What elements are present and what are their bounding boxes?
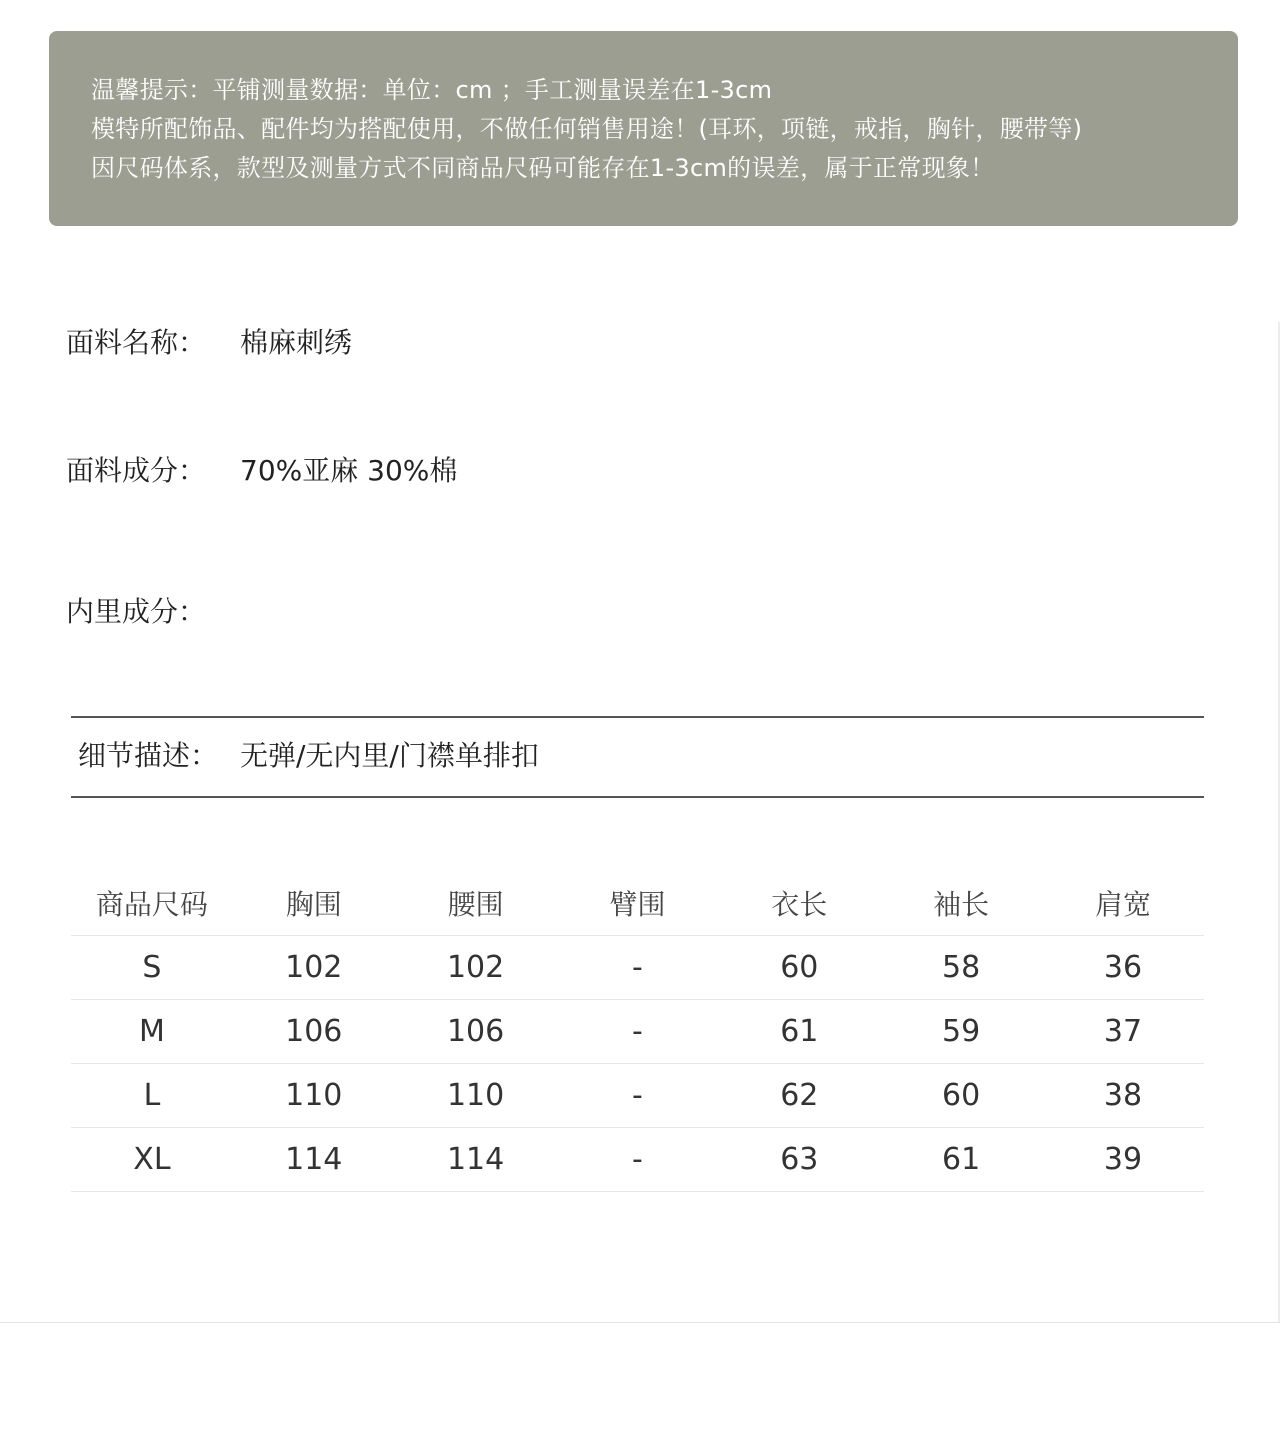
detail-label: 细节描述： <box>78 739 219 772</box>
table-cell: S <box>142 950 162 985</box>
table-cell: 102 <box>285 950 343 985</box>
table-cell: 114 <box>285 1142 343 1177</box>
bottom-edge-divider <box>0 1322 1280 1323</box>
fabric-composition-field <box>66 451 457 491</box>
table-cell: M <box>138 1014 165 1049</box>
table-cell: 58 <box>942 950 981 985</box>
table-cell: 106 <box>446 1014 505 1049</box>
table-cell: 63 <box>780 1142 819 1177</box>
table-cell: - <box>632 1078 643 1113</box>
table-row <box>71 1064 1204 1128</box>
fabric-composition-label: 面料成分： <box>66 454 207 487</box>
table-cell: 60 <box>942 1078 981 1113</box>
column-header-chest: 胸围 <box>285 887 342 921</box>
table-cell: 39 <box>1103 1142 1143 1177</box>
column-header-sleeve: 袖长 <box>933 887 990 921</box>
notice-banner <box>49 31 1238 226</box>
fabric-name-value: 棉麻刺绣 <box>240 326 353 359</box>
detail-value: 无弹/无内里/门襟单排扣 <box>240 739 539 772</box>
lining-composition-label: 内里成分： <box>66 595 207 628</box>
table-cell: 102 <box>446 950 505 985</box>
notice-line: 温馨提示：平铺测量数据：单位：cm ；手工测量误差在1-3cm <box>91 76 773 104</box>
table-cell: - <box>632 1142 643 1177</box>
detail-bottom-divider <box>71 796 1204 798</box>
size-table <box>71 870 1204 1192</box>
notice-line: 模特所配饰品、配件均为搭配使用，不做任何销售用途！(耳环，项链，戒指，胸针，腰带等) <box>91 115 1083 143</box>
table-cell: 110 <box>285 1078 343 1113</box>
table-cell: 37 <box>1103 1014 1143 1049</box>
table-cell: 36 <box>1103 950 1143 985</box>
table-cell: L <box>143 1078 161 1113</box>
column-header-arm: 臂围 <box>609 887 666 921</box>
detail-top-divider <box>71 716 1204 718</box>
table-cell: 106 <box>285 1014 343 1049</box>
table-cell: 61 <box>780 1014 819 1049</box>
table-cell: 38 <box>1103 1078 1143 1113</box>
table-cell: - <box>632 1014 643 1049</box>
column-header-waist: 腰围 <box>447 887 504 921</box>
lining-composition-field <box>66 592 240 632</box>
size-table-header <box>71 870 1204 936</box>
table-cell: - <box>632 950 643 985</box>
table-cell: 61 <box>942 1142 981 1177</box>
table-cell: 62 <box>780 1078 819 1113</box>
table-cell: XL <box>133 1142 171 1177</box>
table-cell: 114 <box>446 1142 505 1177</box>
table-row <box>71 936 1204 1000</box>
fabric-name-field <box>66 323 352 363</box>
column-header-size: 商品尺码 <box>95 887 208 921</box>
table-row <box>71 1128 1204 1192</box>
table-cell: 110 <box>446 1078 505 1113</box>
detail-description <box>78 736 539 776</box>
column-header-shoulder: 肩宽 <box>1094 887 1151 921</box>
fabric-name-label: 面料名称： <box>66 326 207 359</box>
column-header-length: 衣长 <box>771 887 828 921</box>
table-row <box>71 1000 1204 1064</box>
notice-line: 因尺码体系，款型及测量方式不同商品尺码可能存在1-3cm的误差，属于正常现象！ <box>91 154 995 182</box>
fabric-composition-value: 70%亚麻 30%棉 <box>240 454 458 487</box>
table-cell: 59 <box>942 1014 981 1049</box>
table-cell: 60 <box>780 950 819 985</box>
